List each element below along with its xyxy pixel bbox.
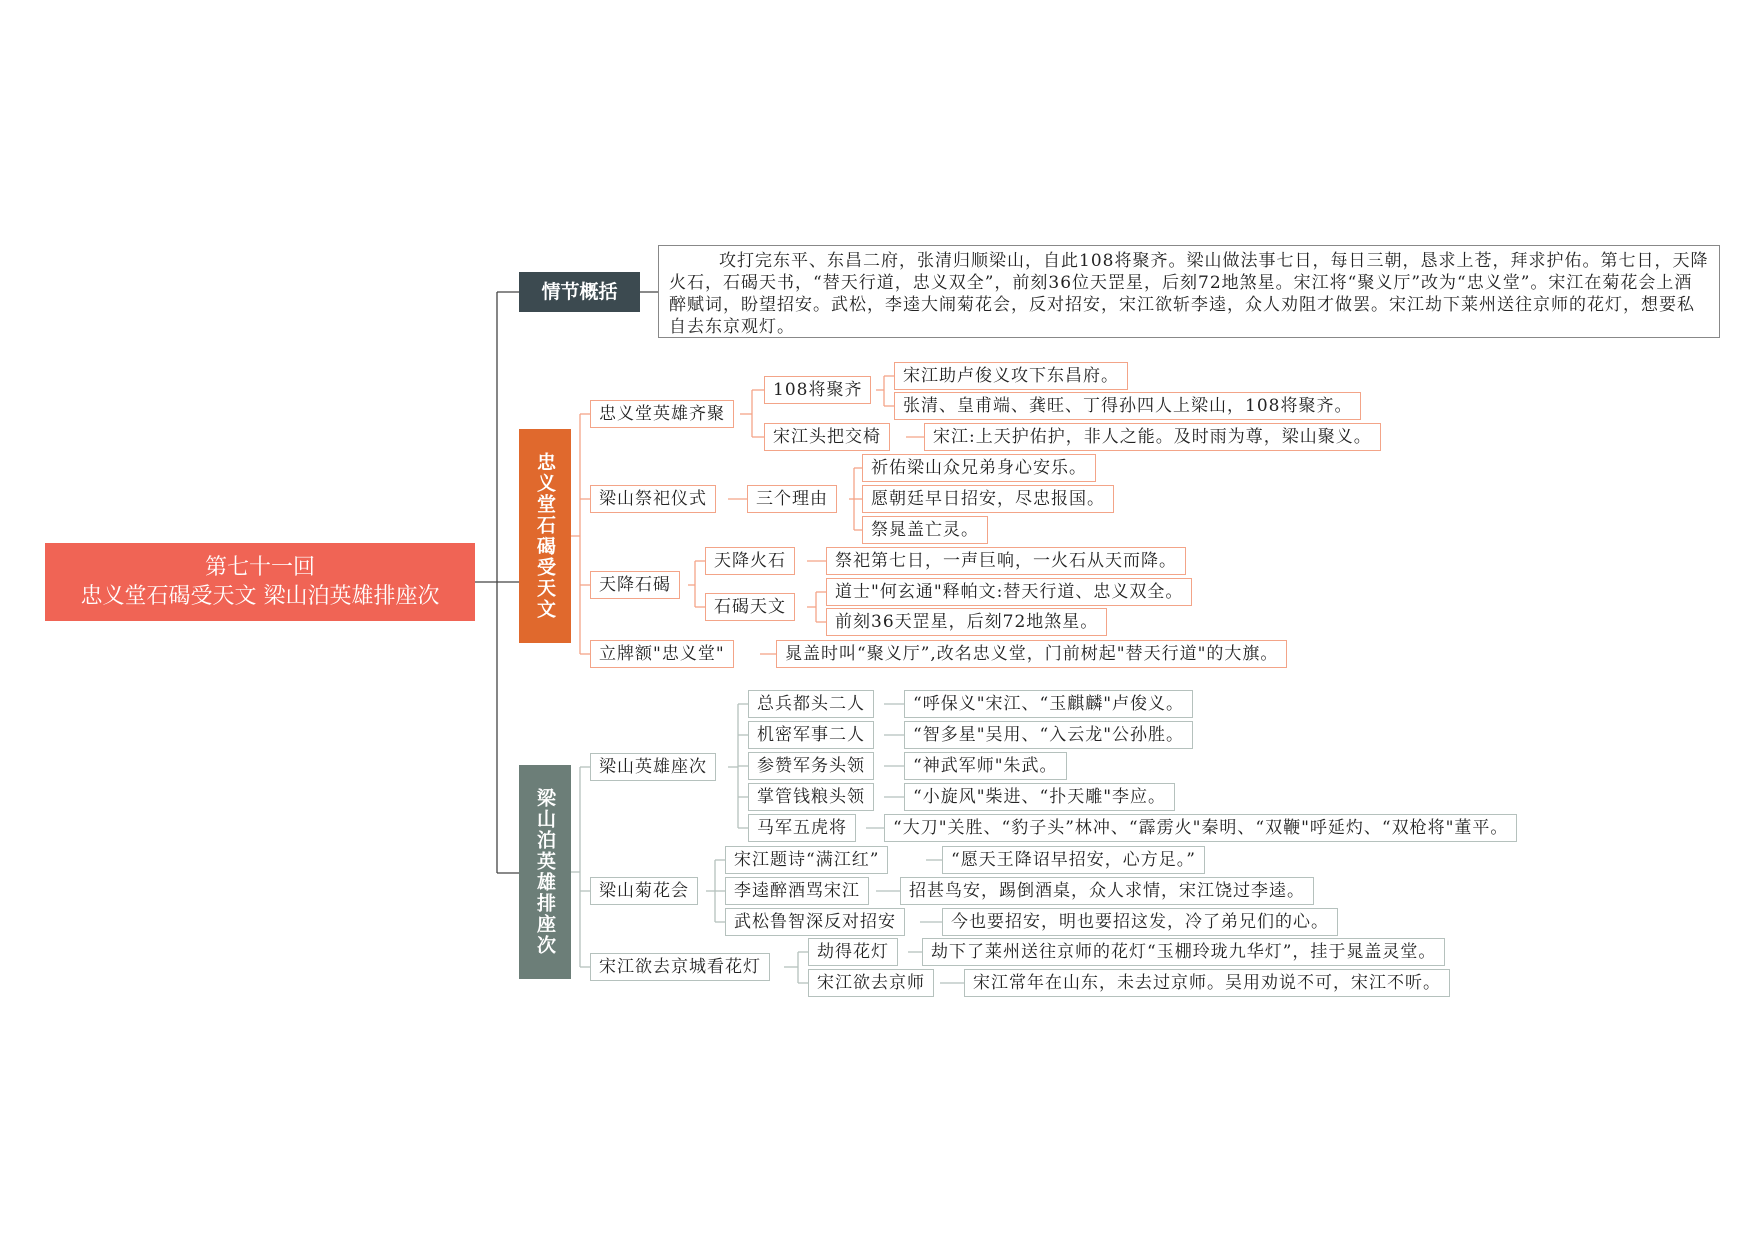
b1-g1-a-item-1: 宋江助卢俊义攻下东昌府。: [894, 362, 1128, 390]
b2-g3-row2-value: 宋江常年在山东，未去过京师。吴用劝说不可，宋江不听。: [964, 969, 1450, 997]
b2-g1-row4-value: “小旋风"柴进、“扑天雕"李应。: [904, 783, 1175, 811]
b2-g1-row1-label: 总兵都头二人: [748, 690, 874, 718]
b1-g2-a-label: 三个理由: [747, 485, 837, 513]
b2-g1-row3-value: “神武军师"朱武。: [904, 752, 1067, 780]
b1-g2-a-item-1: 祈佑梁山众兄弟身心安乐。: [862, 454, 1096, 482]
b2-g2-row2-label: 李逵醉酒骂宋江: [725, 877, 869, 905]
b1-g4-label: 立牌额"忠义堂": [590, 640, 734, 668]
b2-g1-row4-label: 掌管钱粮头领: [748, 783, 874, 811]
b2-g2-label: 梁山菊花会: [590, 877, 698, 905]
b2-g1-row1-value: “呼保义"宋江、“玉麒麟"卢俊义。: [904, 690, 1193, 718]
b2-g2-row3-value: 今也要招安，明也要招这发，冷了弟兄们的心。: [942, 908, 1338, 936]
b1-g1-a-item-2: 张清、皇甫端、龚旺、丁得孙四人上梁山，108将聚齐。: [894, 392, 1361, 420]
b1-g1-label: 忠义堂英雄齐聚: [590, 400, 734, 428]
branch-2-title-text: 梁山泊英雄排座次: [534, 788, 556, 956]
b2-g1-row3-label: 参赞军务头领: [748, 752, 874, 780]
root-title-line1: 第七十一回: [204, 555, 315, 580]
b1-g4-item-1: 晁盖时叫“聚义厅”,改名忠义堂，门前树起"替天行道"的大旗。: [776, 640, 1287, 668]
b2-g3-row1-label: 劫得花灯: [808, 938, 898, 966]
b1-g3-b-item-2: 前刻36天罡星，后刻72地煞星。: [826, 608, 1107, 636]
b2-g3-row2-label: 宋江欲去京师: [808, 969, 934, 997]
b2-g1-row2-value: “智多星"吴用、“入云龙"公孙胜。: [904, 721, 1193, 749]
b1-g1-b-label: 宋江头把交椅: [764, 423, 890, 451]
b1-g3-b-item-1: 道士"何玄通"释帕文:替天行道、忠义双全。: [826, 578, 1192, 606]
b2-g1-row2-label: 机密军事二人: [748, 721, 874, 749]
b1-g3-a-item-1: 祭祀第七日，一声巨响，一火石从天而降。: [826, 547, 1186, 575]
b1-g3-b-label: 石碣天文: [705, 593, 795, 621]
b1-g1-a-label: 108将聚齐: [764, 376, 871, 404]
b2-g1-row5-label: 马军五虎将: [748, 814, 856, 842]
b1-g2-label: 梁山祭祀仪式: [590, 485, 716, 513]
b2-g1-label: 梁山英雄座次: [590, 753, 716, 781]
summary-title: 情节概括: [519, 272, 640, 312]
b2-g1-row5-value: “大刀"关胜、“豹子头”林冲、“霹雳火"秦明、“双鞭"呼延灼、“双枪将"董平。: [884, 814, 1517, 842]
b2-g2-row3-label: 武松鲁智深反对招安: [725, 908, 905, 936]
b2-g2-row1-label: 宋江题诗“满江红”: [725, 846, 888, 874]
branch-2-title: [519, 765, 571, 979]
branch-1-title-text: 忠义堂石碣受天文: [534, 452, 556, 620]
summary-text: 攻打完东平、东昌二府，张清归顺梁山，自此108将聚齐。梁山做法事七日，每日三朝，恳求上苍，拜求护佑。第七日，天降火石，石碣天书，“替天行道，忠义双全”，前刻36位天罡星，后刻72地煞星。宋江将“聚义厅”改为“忠义堂”。宋江在菊花会上酒醉赋词，盼望招安。武松，李逵大闹菊花会，反对招安，宋江欲斩李逵，众人劝阻才做罢。宋江劫下莱州送往京师的花灯，想要私自去东京观灯。: [669, 251, 1709, 337]
b1-g3-a-label: 天降火石: [705, 547, 795, 575]
b2-g2-row2-value: 招甚鸟安，踢倒酒桌，众人求情，宋江饶过李逵。: [900, 877, 1314, 905]
root-title: [45, 543, 475, 621]
b2-g3-label: 宋江欲去京城看花灯: [590, 953, 770, 981]
b1-g3-label: 天降石碣: [590, 571, 680, 599]
b1-g2-a-item-2: 愿朝廷早日招安，尽忠报国。: [862, 485, 1114, 513]
b2-g2-row1-value: “愿天王降诏早招安，心方足。”: [942, 846, 1205, 874]
root-title-line2: 忠义堂石碣受天文 梁山泊英雄排座次: [80, 584, 440, 609]
b1-g1-b-item-1: 宋江:上天护佑护，非人之能。及时雨为尊，梁山聚义。: [924, 423, 1381, 451]
b1-g2-a-item-3: 祭晁盖亡灵。: [862, 516, 988, 544]
summary-text-box: [658, 245, 1720, 338]
b2-g3-row1-value: 劫下了莱州送往京师的花灯“玉棚玲珑九华灯”，挂于晁盖灵堂。: [922, 938, 1445, 966]
branch-1-title: [519, 429, 571, 643]
